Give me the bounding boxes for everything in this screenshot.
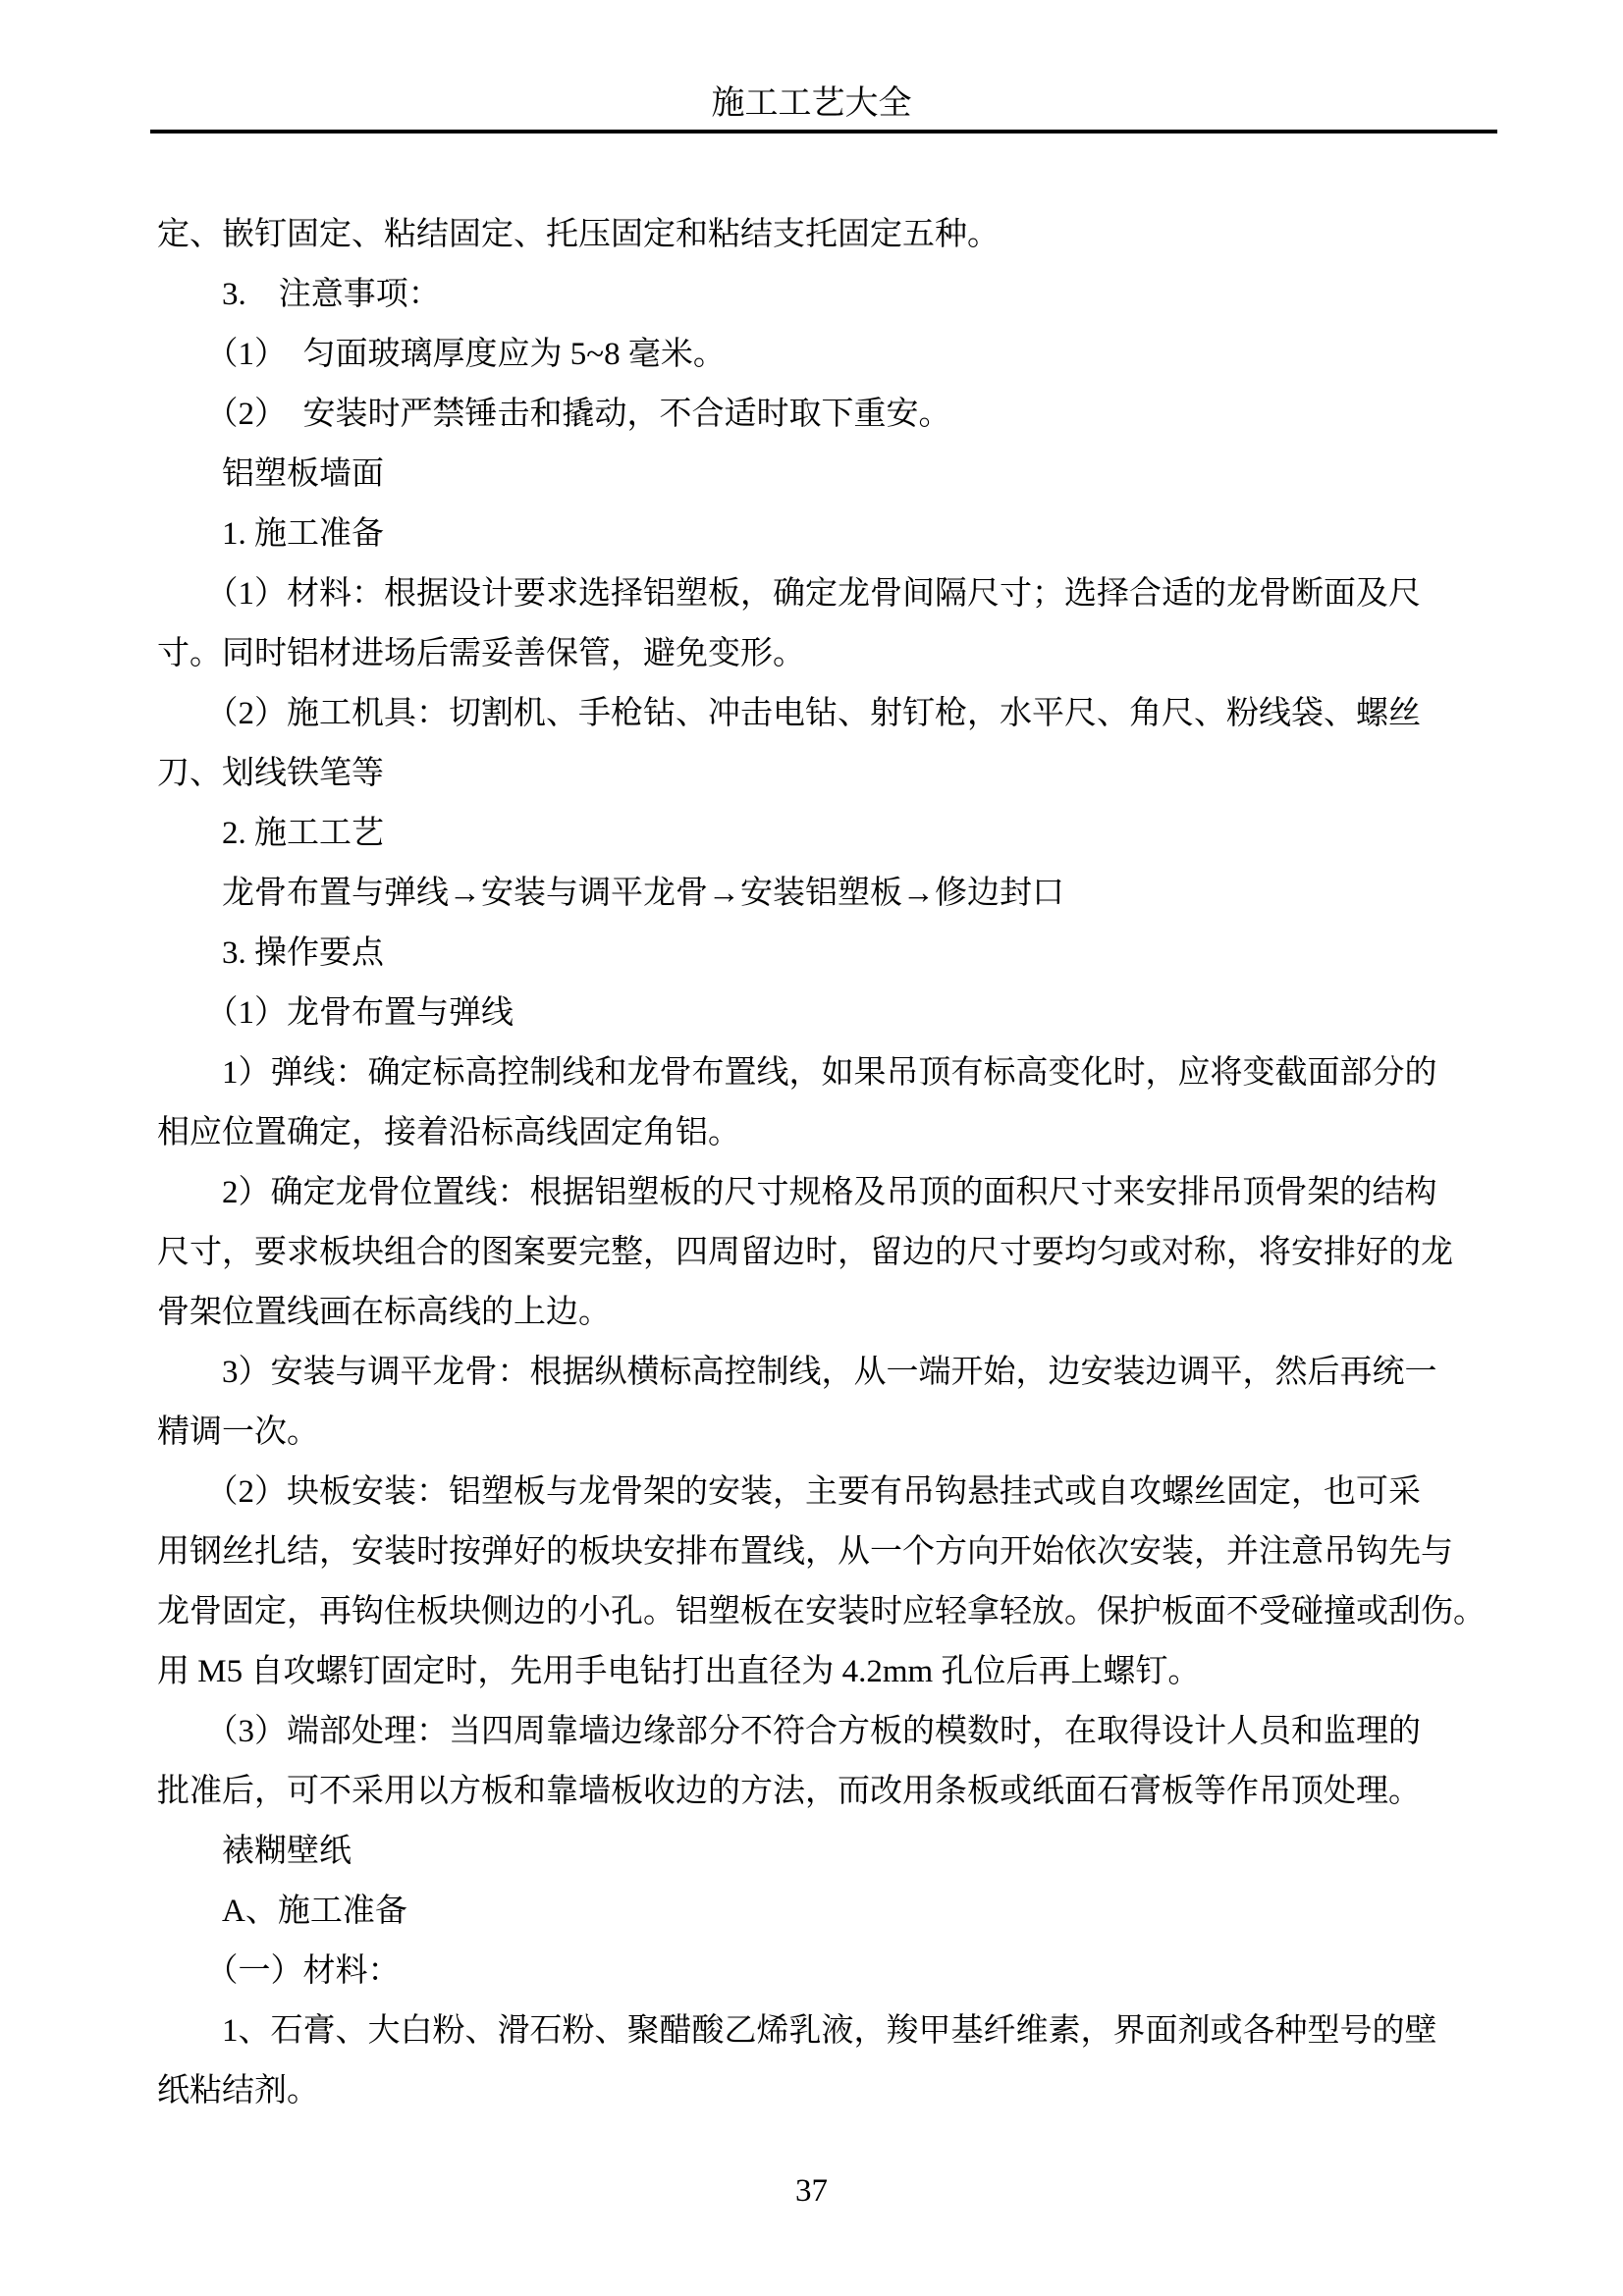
text-line: （2）施工机具：切割机、手枪钻、冲击电钻、射钉枪，水平尺、角尺、粉线袋、螺丝 — [157, 696, 1421, 731]
text-line: 用钢丝扎结，安装时按弹好的板块安排布置线，从一个方向开始依次安装，并注意吊钩先与 — [157, 1534, 1453, 1570]
text-line: 用 M5 自攻螺钉固定时，先用手电钻打出直径为 4.2mm 孔位后再上螺钉。 — [157, 1654, 1201, 1689]
document-title: 施工工艺大全 — [711, 85, 912, 122]
text-line: 纸粘结剂。 — [157, 2073, 319, 2109]
text-line: （3）端部处理：当四周靠墙边缘部分不符合方板的模数时，在取得设计人员和监理的 — [157, 1714, 1421, 1749]
text-line: 批准后，可不采用以方板和靠墙板收边的方法，而改用条板或纸面石膏板等作吊顶处理。 — [157, 1774, 1421, 1809]
text-line: A、施工准备 — [157, 1894, 407, 1929]
text-line: 相应位置确定，接着沿标高线固定角铝。 — [157, 1115, 740, 1150]
text-line: （2） 安装时严禁锤击和撬动，不合适时取下重安。 — [157, 397, 951, 432]
text-line: 寸。同时铝材进场后需妥善保管，避免变形。 — [157, 636, 805, 671]
text-line: （1） 匀面玻璃厚度应为 5~8 毫米。 — [157, 337, 726, 372]
text-line: 裱糊壁纸 — [157, 1834, 352, 1869]
text-line: 精调一次。 — [157, 1415, 319, 1450]
header-divider-line — [150, 130, 1497, 133]
text-line: 2）确定龙骨位置线：根据铝塑板的尺寸规格及吊顶的面积尺寸来安排吊顶骨架的结构 — [157, 1175, 1437, 1210]
page-number: 37 — [795, 2173, 828, 2209]
text-line: 3. 注意事项： — [157, 277, 441, 312]
text-line: 1）弹线：确定标高控制线和龙骨布置线，如果吊顶有标高变化时，应将变截面部分的 — [157, 1055, 1437, 1091]
text-line: 铝塑板墙面 — [157, 456, 384, 492]
text-line: 定、嵌钉固定、粘结固定、托压固定和粘结支托固定五种。 — [157, 217, 1000, 252]
text-line: （一）材料： — [157, 1953, 401, 1989]
text-line: 2. 施工工艺 — [157, 816, 384, 851]
text-line: 龙骨固定，再钩住板块侧边的小孔。铝塑板在安装时应轻拿轻放。保护板面不受碰撞或刮伤。 — [157, 1594, 1486, 1629]
text-line: 刀、划线铁笔等 — [157, 756, 384, 791]
text-line: 1. 施工准备 — [157, 516, 384, 552]
text-line: 尺寸，要求板块组合的图案要完整，四周留边时，留边的尺寸要均匀或对称，将安排好的龙 — [157, 1235, 1453, 1270]
text-line: （2）块板安装：铝塑板与龙骨架的安装，主要有吊钩悬挂式或自攻螺丝固定，也可采 — [157, 1474, 1421, 1510]
text-line: 3. 操作要点 — [157, 935, 384, 971]
body-text — [157, 205, 1486, 2121]
text-line: 3）安装与调平龙骨：根据纵横标高控制线，从一端开始，边安装边调平，然后再统一 — [157, 1355, 1437, 1390]
text-line: 1、石膏、大白粉、滑石粉、聚醋酸乙烯乳液，羧甲基纤维素，界面剂或各种型号的壁 — [157, 2013, 1437, 2049]
text-line: 骨架位置线画在标高线的上边。 — [157, 1295, 611, 1330]
text-line: （1）龙骨布置与弹线 — [157, 995, 514, 1031]
text-line: （1）材料：根据设计要求选择铝塑板，确定龙骨间隔尺寸；选择合适的龙骨断面及尺 — [157, 576, 1421, 612]
text-line: 龙骨布置与弹线→安装与调平龙骨→安装铝塑板→修边封口 — [157, 876, 1064, 911]
